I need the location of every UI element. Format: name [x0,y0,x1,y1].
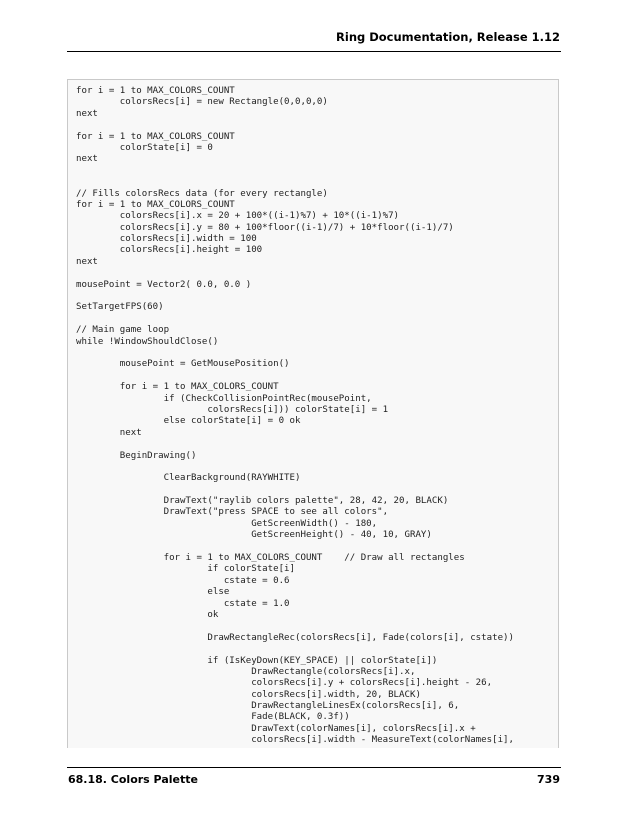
code-line: else colorState[i] = 0 ok [76,416,301,427]
code-line: DrawText("raylib colors palette", 28, 42, 20, BLACK) [76,496,449,507]
code-line: if (CheckCollisionPointRec(mousePoint, [76,393,372,404]
code-line: colorsRecs[i].height = 100 [76,245,263,256]
code-line: next [76,256,98,267]
code-line: colorsRecs[i].width - MeasureText(colorNames[i], [76,735,514,746]
code-line: DrawRectangleLinesEx(colorsRecs[i], 6, [76,701,460,712]
code-line: DrawText(colorNames[i], colorsRecs[i].x + [76,723,476,734]
code-line: for i = 1 to MAX_COLORS_COUNT [76,131,235,142]
code-line: cstate = 1.0 [76,598,290,609]
code-line: GetScreenHeight() - 40, 10, GRAY) [76,530,432,541]
code-line: next [76,427,142,438]
code-line: colorsRecs[i].y + colorsRecs[i].height - 26, [76,678,493,689]
code-line [76,120,514,131]
code-line [76,177,514,188]
code-line: while !WindowShouldClose() [76,336,219,347]
code-line: BeginDrawing() [76,450,197,461]
code-line [76,439,514,450]
code-line: if colorState[i] [76,564,295,575]
code-line: GetScreenWidth() - 180, [76,518,378,529]
footer-section-title: 68.18. Colors Palette [68,773,198,786]
code-line: // Main game loop [76,325,170,336]
code-line: colorsRecs[i])) colorState[i] = 1 [76,404,389,415]
code-line: // Fills colorsRecs data (for every rectangle) [76,188,328,199]
code-line [76,166,514,177]
code-line: colorsRecs[i].width, 20, BLACK) [76,689,421,700]
code-line: for i = 1 to MAX_COLORS_COUNT [76,199,235,210]
code-line [76,268,514,279]
code-line [76,542,514,553]
code-line: colorsRecs[i].y = 80 + 100*floor((i-1)/7) + 10*floor((i-1)/7) [76,222,454,233]
code-line: colorState[i] = 0 [76,142,213,153]
page-header-title: Ring Documentation, Release 1.12 [336,30,560,44]
code-line [76,621,514,632]
page-number: 739 [537,773,560,786]
code-line: Fade(BLACK, 0.3f)) [76,712,350,723]
code-line [76,485,514,496]
code-line: SetTargetFPS(60) [76,302,164,313]
header-divider [67,51,561,52]
code-line: cstate = 0.6 [76,575,290,586]
code-line: if (IsKeyDown(KEY_SPACE) || colorState[i]) [76,655,438,666]
code-line: mousePoint = GetMousePosition() [76,359,290,370]
code-line: for i = 1 to MAX_COLORS_COUNT // Draw all rectangles [76,553,465,564]
code-line: DrawText("press SPACE to see all colors", [76,507,389,518]
code-line [76,291,514,302]
code-line [76,348,514,359]
code-line [76,371,514,382]
code-lines [76,86,514,747]
code-block [67,79,559,748]
code-line: DrawRectangleRec(colorsRecs[i], Fade(colors[i], cstate)) [76,632,514,643]
code-line: else [76,587,230,598]
footer-divider [67,767,561,768]
code-line: for i = 1 to MAX_COLORS_COUNT [76,382,279,393]
code-line: ok [76,609,219,620]
code-line: DrawRectangle(colorsRecs[i].x, [76,666,416,677]
code-line: ClearBackground(RAYWHITE) [76,473,301,484]
code-line [76,314,514,325]
code-line: next [76,154,98,165]
code-line: colorsRecs[i].x = 20 + 100*((i-1)%7) + 10*((i-1)%7) [76,211,400,222]
code-line: next [76,108,98,119]
code-line: for i = 1 to MAX_COLORS_COUNT [76,86,235,96]
code-line: colorsRecs[i] = new Rectangle(0,0,0,0) [76,97,328,108]
code-line: colorsRecs[i].width = 100 [76,234,257,245]
code-line [76,462,514,473]
code-line: mousePoint = Vector2( 0.0, 0.0 ) [76,279,252,290]
code-line [76,644,514,655]
